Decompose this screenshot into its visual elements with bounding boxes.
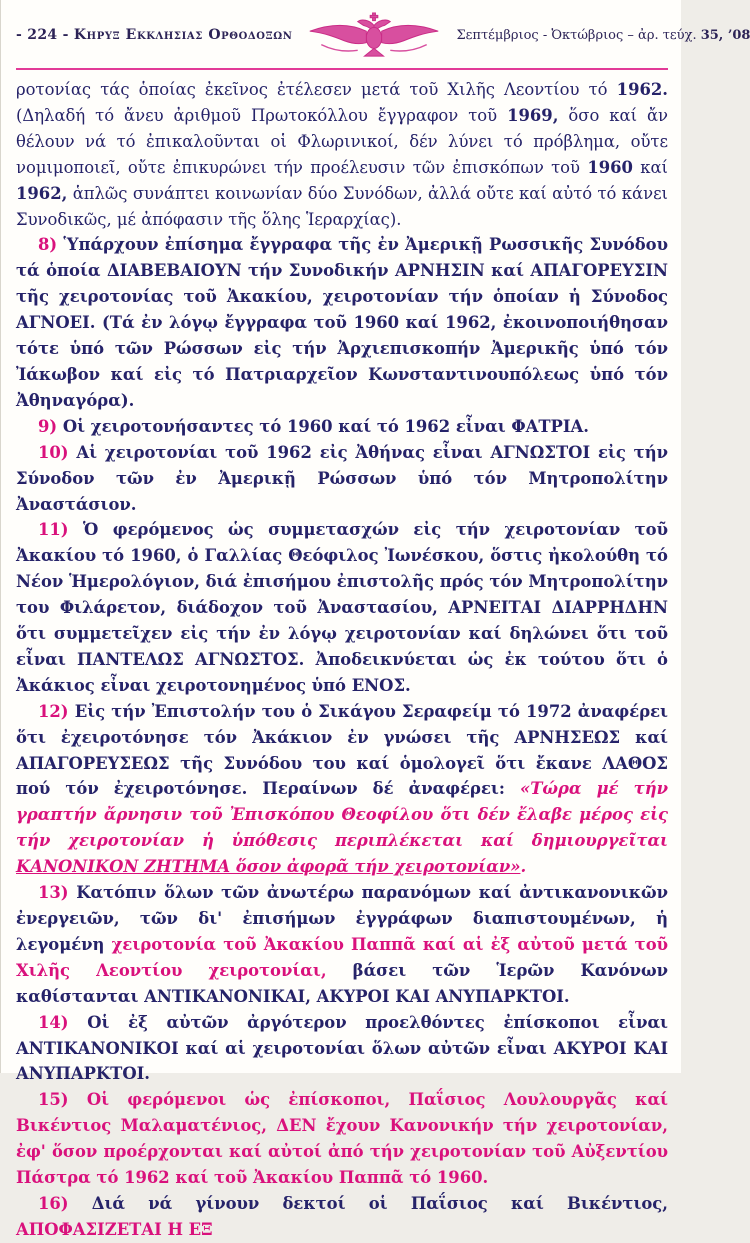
text-segment: ἁπλῶς συνάπτει κοινωνίαν δύο Συνόδων, ἀλλά οὔτε καί αὐτό τό κάνει Συνοδικῶς, μέ ἀπόφασιν τῆς ὅλης Ἱεραρχίας). xyxy=(16,183,668,229)
accent-text-segment: . xyxy=(520,857,527,877)
accent-text-segment: χειροτονία τοῦ Ἀκακίου Παππᾶ καί αἱ ἐξ αὐτοῦ μετά τοῦ Χιλῆς Λεοντίου χειροτονίαι, xyxy=(16,934,669,980)
header-left xyxy=(16,27,292,43)
text-segment: Κατόπιν ὅλων τῶν ἀνωτέρω παρανόμων καί ἀντικανονικῶν ἐνεργειῶν, τῶν δι' ἐπισήμων ἐγγράφων διαπιστουμένων, ἡ λεγομένη xyxy=(16,883,668,954)
double-headed-eagle-icon xyxy=(300,12,448,58)
paragraph xyxy=(16,1087,668,1191)
accent-text-segment: 12) xyxy=(38,701,69,721)
text-segment: Ὁ φερόμενος ὡς συμμετασχών εἰς τήν χειροτονίαν τοῦ Ἀκακίου τό 1960, ὁ Γαλλίας Θεόφιλος Ἰωνέσκου, ὅστις ἠκολούθη τό Νέον Ἡμερολόγιον, διά ἐπισήμου ἐπιστολῆς πρός τόν Μητροπολίτην του Φιλάρετον, διάδοχον τοῦ Ἀναστασίου, ΑΡΝΕΙΤΑΙ ΔΙΑΡΡΗΔΗΝ ὅτι συμμετεῖχεν εἰς τήν ἐν λόγῳ χειροτονίαν καί δηλώνει ὅτι τοῦ εἶναι ΠΑΝΤΕΛΩΣ ΑΓΝΩΣΤΟΣ. Ἀποδεικνύεται ὡς ἐκ τούτου ὅτι ὁ Ἀκάκιος εἶναι χειροτονημένος ὑπό ΕΝΟΣ. xyxy=(16,520,668,695)
paragraph xyxy=(16,77,668,232)
accent-text-segment: ΚΑΝΟΝΙΚΟΝ ΖΗΤΗΜΑ ὅσον ἀφορᾶ τήν χειροτονίαν» xyxy=(16,857,521,877)
issue-date: Σεπτέμβριος - Ὀκτώβριος – ἀρ. τεύχ. xyxy=(456,27,701,43)
text-segment: 1962. xyxy=(616,80,668,99)
text-segment: Ὑπάρχουν ἐπίσημα ἔγγραφα τῆς ἐν Ἀμερικῇ Ρωσσικῆς Συνόδου τά ὁποία ΔΙΑΒΕΒΑΙΟΥΝ τήν Συνοδικήν ΑΡΝΗΣΙΝ καί ΑΠΑΓΟΡΕΥΣΙΝ τῆς χειροτονίας τοῦ Ἀκακίου, χειροτονίαν τήν ὁποίαν ἡ Σύνοδος ΑΓΝΟΕΙ. (Τά ἐν λόγῳ ἔγγραφα τοῦ 1960 καί 1962, ἐκοινοποιήθησαν τότε ὑπό τῶν Ρώσσων εἰς τήν Ἀρχιεπισκοπήν Ἀμερικῆς ὑπό τόν Ἰάκωβον καί εἰς τό Πατριαρχεῖον Κωνσταντινουπόλεως ὑπό τόν Ἀθηναγόρα). xyxy=(16,235,668,410)
text-segment: 1960 xyxy=(587,157,633,177)
accent-text-segment: 10) xyxy=(38,442,69,462)
paragraph xyxy=(16,880,668,1010)
text-segment: 1969, xyxy=(507,105,559,125)
text-segment: ὅσο καί ἄν θέλουν νά τό ἐπικαλοῦνται οἱ Φλωρινικοί, δέν λύνει τό πρόβλημα, οὔτε νομιμοποιεῖ, οὔτε ἐπικυρώνει τήν προέλευσιν τῶν ἐπισκόπων τοῦ xyxy=(16,105,669,177)
text-segment: καί xyxy=(632,157,668,177)
issue-number: 35, ’08 xyxy=(700,27,750,43)
paragraph xyxy=(16,414,668,440)
text-segment: Αἱ χειροτονίαι τοῦ 1962 εἰς Ἀθήνας εἶναι ΑΓΝΩΣΤΟΙ εἰς τήν Σύνοδον τῶν ἐν Ἀμερικῇ Ρώσσων ὑπό τόν Μητροπολίτην Ἀναστάσιον. xyxy=(16,442,668,514)
paragraph xyxy=(16,517,668,698)
accent-text-segment: 8) xyxy=(38,235,58,255)
accent-text-segment: 13) xyxy=(38,883,69,903)
accent-text-segment: 11) xyxy=(38,520,69,540)
text-segment: βάσει τῶν Ἱερῶν Κανόνων καθίστανται ΑΝΤΙΚΑΝΟΝΙΚΑΙ, ΑΚΥΡΟΙ ΚΑΙ ΑΝΥΠΑΡΚΤΟΙ. xyxy=(16,960,668,1006)
page-header xyxy=(16,4,750,66)
accent-text-segment: 15) xyxy=(38,1090,69,1110)
accent-text-segment: 9) xyxy=(38,416,58,436)
journal-title: Κηρυξ Εκκλησιας Ορθοδοξων xyxy=(73,27,293,43)
paragraph xyxy=(16,1191,668,1243)
paragraph xyxy=(16,232,668,413)
header-right xyxy=(456,28,750,43)
article-body xyxy=(16,77,668,1243)
text-segment: Οἱ ἐξ αὐτῶν ἀργότερον προελθόντες ἐπίσκοποι εἶναι ΑΝΤΙΚΑΝΟΝΙΚΟΙ καί αἱ χειροτονίαι ὅλων αὐτῶν εἶναι ΑΚΥΡΟΙ ΚΑΙ ΑΝΥΠΑΡΚΤΟΙ. xyxy=(16,1012,668,1084)
paragraph xyxy=(16,440,668,518)
text-segment: (Δηλαδή τό ἄνευ ἀριθμοῦ Πρωτοκόλλου ἔγγραφον τοῦ xyxy=(16,105,508,125)
accent-text-segment: Οἱ φερόμενοι ὡς ἐπίσκοποι, Παΐσιος Λουλουργᾶς καί Βικέντιος Μαλαματένιος, ΔΕΝ ἔχουν Κανονικήν τήν χειροτονίαν, ἐφ' ὅσον προέρχονται καί αὐτοί ἀπό τήν χειροτονίαν τοῦ Αὐξεντίου Πάστρα τό 1962 καί τοῦ Ἀκακίου Παππᾶ τό 1960. xyxy=(16,1090,668,1188)
text-segment: Διά νά γίνουν δεκτοί οἱ Παΐσιος καί Βικέντιος, xyxy=(68,1193,668,1213)
text-segment: Εἰς τήν Ἐπιστολήν του ὁ Σικάγου Σεραφείμ τό 1972 ἀναφέρει ὅτι ἐχειροτόνησε τόν Ἀκάκιον ἐν γνώσει τῆς ΑΡΝΗΣΕΩΣ καί ΑΠΑΓΟΡΕΥΣΕΩΣ τῆς Συνόδου του καί ὁμολογεῖ ὅτι ἔκανε ΛΑΘΟΣ πού τόν ἐχειροτόνησε. Περαίνων δέ ἀναφέρει: xyxy=(16,701,668,799)
paragraph xyxy=(16,1010,668,1088)
text-segment: ροτονίας τάς ὁποίας ἐκεῖνος ἐτέλεσεν μετά τοῦ Χιλῆς Λεοντίου τό xyxy=(16,80,617,99)
accent-text-segment: 16) xyxy=(38,1193,69,1213)
text-segment: 1962, xyxy=(16,183,68,203)
accent-text-segment: ΑΠΟΦΑΣΙΖΕΤΑΙ Η ΕΞ xyxy=(16,1219,213,1239)
page-number: - 224 - xyxy=(16,27,69,43)
header-rule xyxy=(16,68,668,70)
text-segment: Οἱ χειροτονήσαντες τό 1960 καί τό 1962 εἶναι ΦΑΤΡΙΑ. xyxy=(57,416,589,436)
paragraph xyxy=(16,699,668,880)
accent-text-segment: «Τώρα μέ τήν γραπτήν ἄρνησιν τοῦ Ἐπισκόπου Θεοφίλου ὅτι δέν ἔλαβε μέρος εἰς τήν χειροτονίαν ἡ ὑπόθεσις περιπλέκεται καί δημιουργεῖται xyxy=(16,779,668,851)
accent-text-segment: 14) xyxy=(38,1012,69,1032)
